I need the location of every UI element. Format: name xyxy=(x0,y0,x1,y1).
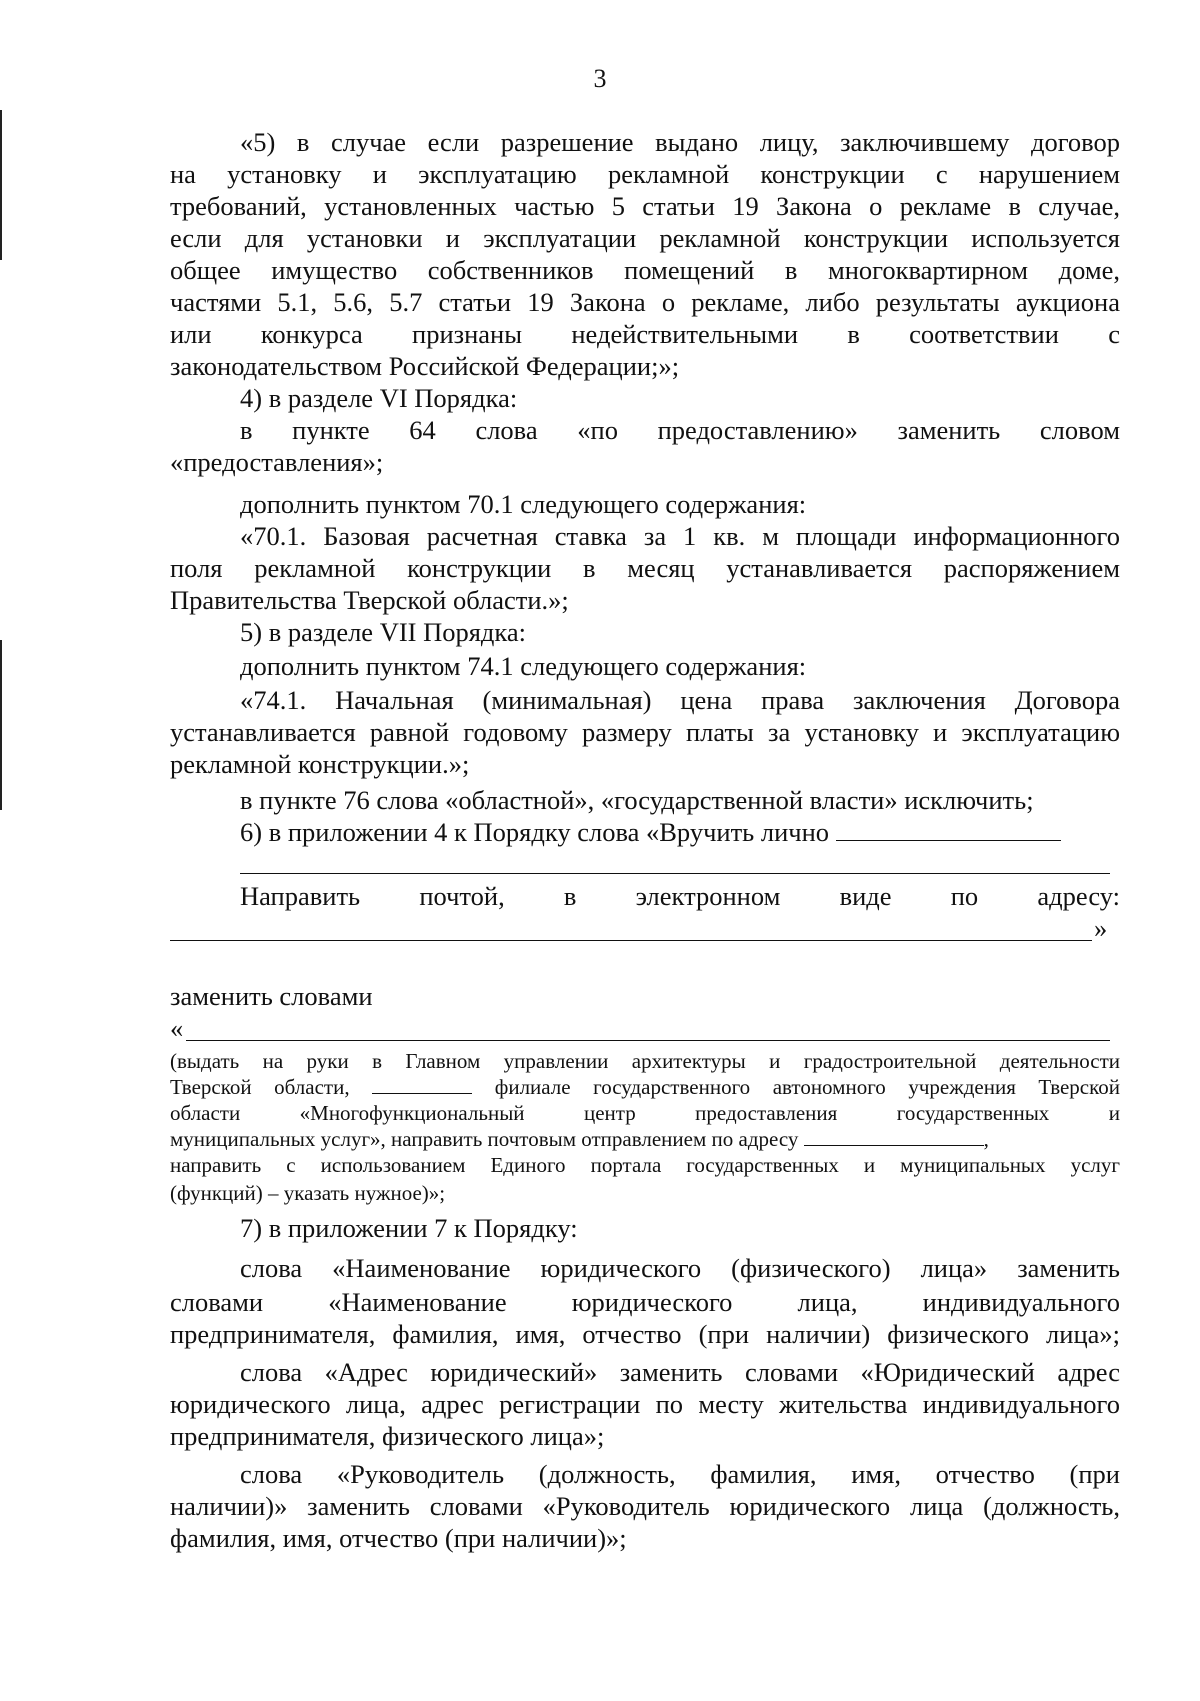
text-line: в пункте 76 слова «областной», «государственной власти» исключить; xyxy=(240,785,1034,815)
text-line-segment: 6) в приложении 4 к Порядку слова «Вручить лично xyxy=(240,817,830,847)
text-line: рекламной конструкции.»; xyxy=(170,749,470,779)
page-number: 3 xyxy=(593,64,607,93)
text-line xyxy=(240,816,1061,848)
text-line: дополнить пунктом 70.1 следующего содержания: xyxy=(240,489,807,519)
text-line: на установку и эксплуатацию рекламной конструкции с нарушением xyxy=(170,159,1120,189)
small-text-line: (выдать на руки в Главном управлении архитектуры и градостроительной деятельности xyxy=(170,1049,1120,1073)
text-line: устанавливается равной годовому размеру платы за установку и эксплуатацию xyxy=(170,717,1120,747)
text-line-segment: , xyxy=(983,1127,989,1151)
text-line: частями 5.1, 5.6, 5.7 статьи 19 Закона о рекламе, либо результаты аукциона xyxy=(170,287,1120,317)
scan-edge-mark xyxy=(0,110,2,260)
small-text-line: (функций) – указать нужное)»; xyxy=(170,1181,446,1205)
text-line: заменить словами xyxy=(170,981,373,1011)
scan-edge-mark xyxy=(0,640,2,810)
small-text-line: области «Многофункциональный центр предоставления государственных и xyxy=(170,1101,1120,1125)
text-line: если для установки и эксплуатации рекламной конструкции используется xyxy=(170,223,1120,253)
text-line: 4) в разделе VI Порядка: xyxy=(240,383,518,413)
text-line: Направить почтой, в электронном виде по адресу: xyxy=(240,881,1120,911)
blank-field xyxy=(372,1075,472,1094)
blank-line xyxy=(170,940,1092,941)
text-line: слова «Адрес юридический» заменить словами «Юридический адрес xyxy=(240,1357,1120,1387)
text-line-segment: филиале государственного автономного учреждения Тверской xyxy=(494,1075,1121,1099)
blank-line xyxy=(186,1040,1110,1041)
text-line: «74.1. Начальная (минимальная) цена права заключения Договора xyxy=(240,685,1120,715)
text-line: наличии)» заменить словами «Руководитель юридического лица (должность, xyxy=(170,1491,1120,1521)
blank-field xyxy=(836,818,1061,841)
text-line: 7) в приложении 7 к Порядку: xyxy=(240,1213,578,1243)
text-line: предпринимателя, фамилия, имя, отчество (при наличии) физического лица»; xyxy=(170,1319,1120,1349)
text-line-segment: муниципальных услуг», направить почтовым отправлением по адресу xyxy=(170,1127,799,1151)
closing-quote: » xyxy=(1094,913,1108,943)
text-line: словами «Наименование юридического лица, индивидуального xyxy=(170,1287,1120,1317)
text-line: дополнить пунктом 74.1 следующего содержания: xyxy=(240,651,807,681)
text-line-segment: Тверской области, xyxy=(170,1075,350,1099)
text-line: предпринимателя, физического лица»; xyxy=(170,1421,605,1451)
text-line: поля рекламной конструкции в месяц устанавливается распоряжением xyxy=(170,553,1120,583)
text-line: 5) в разделе VII Порядка: xyxy=(240,617,527,647)
small-text-line xyxy=(170,1126,989,1152)
text-line: в пункте 64 слова «по предоставлению» заменить словом xyxy=(240,415,1120,445)
text-line: «5) в случае если разрешение выдано лицу, заключившему договор xyxy=(240,127,1120,157)
text-line: законодательством Российской Федерации;»; xyxy=(170,351,680,381)
small-text-line xyxy=(170,1074,1120,1100)
blank-line xyxy=(240,873,1110,874)
text-line: Правительства Тверской области.»; xyxy=(170,585,569,615)
text-line: «70.1. Базовая расчетная ставка за 1 кв. м площади информационного xyxy=(240,521,1120,551)
opening-quote: « xyxy=(170,1013,184,1043)
text-line: слова «Наименование юридического (физического) лица» заменить xyxy=(240,1253,1120,1283)
blank-field xyxy=(804,1127,984,1146)
text-line: общее имущество собственников помещений в многоквартирном доме, xyxy=(170,255,1120,285)
text-line: требований, установленных частью 5 статьи 19 Закона о рекламе в случае, xyxy=(170,191,1120,221)
text-line: юридического лица, адрес регистрации по месту жительства индивидуального xyxy=(170,1389,1120,1419)
text-line: фамилия, имя, отчество (при наличии)»; xyxy=(170,1523,627,1553)
text-line: или конкурса признаны недействительными в соответствии с xyxy=(170,319,1120,349)
small-text-line: направить с использованием Единого портала государственных и муниципальных услуг xyxy=(170,1153,1120,1177)
text-line: слова «Руководитель (должность, фамилия, имя, отчество (при xyxy=(240,1459,1120,1489)
text-line: «предоставления»; xyxy=(170,447,384,477)
